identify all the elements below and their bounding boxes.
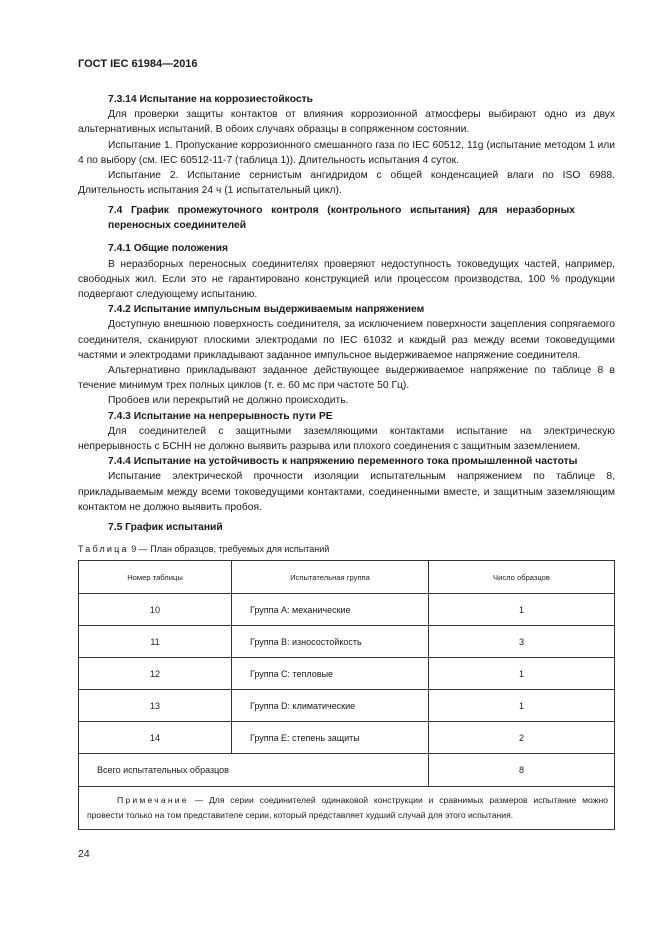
table-row bbox=[79, 690, 615, 722]
paragraph: Для соединителей с защитными заземляющими контактами испытание на электрическую непрерывность с БСНН не должно выявить разрыва или плохого соединения с защитным заземлением. bbox=[78, 425, 615, 453]
table-header-row bbox=[79, 561, 615, 594]
paragraph: Испытание 2. Испытание сернистым ангидридом с общей конденсацией влаги по ISO 6988. Длительность испытания 24 ч (1 испытательный цикл). bbox=[78, 170, 615, 197]
table-note-row bbox=[79, 787, 615, 830]
section-heading: 7.3.14 Испытание на коррозиестойкость bbox=[108, 94, 313, 105]
table-note bbox=[79, 787, 615, 830]
table-cell: 2 bbox=[429, 722, 615, 754]
paragraph: В неразборных переносных соединителях проверяют недоступность токоведущих частей, например, свободных жил. Если это не гарантировано конструкцией или процессом производства, 100 % продукции подвергают следующему испытанию. bbox=[78, 258, 615, 301]
paragraph: Для проверки защиты контактов от влияния коррозионной атмосферы выбирают одно из двух альтернативных испытаний. В обоих случаях образцы в сопряженном состоянии. bbox=[78, 109, 615, 136]
page-number: 24 bbox=[78, 848, 90, 860]
table-caption bbox=[78, 544, 329, 554]
table-cell: 10 bbox=[79, 594, 232, 626]
table-cell: Группа А: механические bbox=[232, 594, 429, 626]
table-cell: 1 bbox=[429, 658, 615, 690]
paragraph: Пробоев или перекрытий не должно происходить. bbox=[108, 395, 349, 407]
column-header: Номер таблицы bbox=[79, 561, 232, 594]
section-heading: 7.4 График промежуточного контроля (контрольного испытания) для неразборных переносных соединителей bbox=[108, 205, 575, 232]
table-cell: Группа D: климатические bbox=[232, 690, 429, 722]
subsection-heading: 7.4.2 Испытание импульсным выдерживаемым напряжением bbox=[108, 304, 425, 316]
paragraph: Доступную внешнюю поверхность соединителя, за исключением поверхности зацепления сопрягаемого соединителя, сканируют плоскими электродами по IEC 61032 и каждый раз между всеми токоведущими частями и электродами прикладывают заданное импульсное выдерживаемое напряжение соединителя. bbox=[78, 319, 615, 361]
note-label: Примечание bbox=[117, 795, 189, 805]
table-cell: 3 bbox=[429, 626, 615, 658]
section-7-5 bbox=[78, 520, 615, 535]
table-cell: 13 bbox=[79, 690, 232, 722]
table-cell: Группа В: износостойкость bbox=[232, 626, 429, 658]
column-header: Испытательная группа bbox=[232, 561, 429, 594]
table-cell: 14 bbox=[79, 722, 232, 754]
section-heading: 7.5 График испытаний bbox=[108, 522, 223, 533]
table-row bbox=[79, 658, 615, 690]
table-cell: 1 bbox=[429, 594, 615, 626]
table-cell: 11 bbox=[79, 626, 232, 658]
paragraph: Испытание 1. Пропускание коррозионного смешанного газа по IEC 60512, 11g (испытание методом 1 или 4 по выбору (см. IEC 60512-11-7 (таблица 1)). Длительность испытания 4 суток. bbox=[78, 139, 615, 166]
total-label: Всего испытательных образцов bbox=[79, 754, 429, 787]
section-7-3-14 bbox=[78, 92, 615, 198]
table-cell: Группа Е: степень защиты bbox=[232, 722, 429, 754]
paragraph: Испытание электрической прочности изоляции испытательным напряжением по таблице 8, прикладываемым между всеми токоведущими контактами, соединенными вместе, и защитным заземляющим контактом не должно выявить пробоя. bbox=[78, 471, 615, 513]
column-header: Число образцов bbox=[429, 561, 615, 594]
table-total-row bbox=[79, 754, 615, 787]
subsection-heading: 7.4.1 Общие положения bbox=[108, 243, 228, 255]
section-7-4 bbox=[78, 203, 615, 515]
sample-plan-table bbox=[78, 560, 615, 830]
table-caption-text: 9 — План образцов, требуемых для испытаний bbox=[131, 544, 330, 554]
table-row bbox=[79, 626, 615, 658]
table-cell: 1 bbox=[429, 690, 615, 722]
table-row bbox=[79, 594, 615, 626]
table-row bbox=[79, 722, 615, 754]
table-caption-label: Таблица bbox=[78, 544, 129, 554]
paragraph: Альтернативно прикладывают заданное действующее выдерживаемое напряжение по таблице 8 в течение минимум трех полных циклов (т. е. 60 мс при частоте 50 Гц). bbox=[78, 365, 615, 392]
note-text: — Для серии соединителей одинаковой конструкции и сравнимых размеров испытание можно провести только на том представителе серии, который представляет худший случай для этого испытания. bbox=[87, 795, 608, 820]
table-cell: Группа С: тепловые bbox=[232, 658, 429, 690]
table-cell: 12 bbox=[79, 658, 232, 690]
subsection-heading: 7.4.3 Испытание на непрерывность пути PE bbox=[108, 410, 333, 422]
document-header: ГОСТ IEC 61984—2016 bbox=[78, 58, 198, 70]
total-value: 8 bbox=[429, 754, 615, 787]
subsection-heading: 7.4.4 Испытание на устойчивость к напряжению переменного тока промышленной частоты bbox=[108, 456, 578, 468]
